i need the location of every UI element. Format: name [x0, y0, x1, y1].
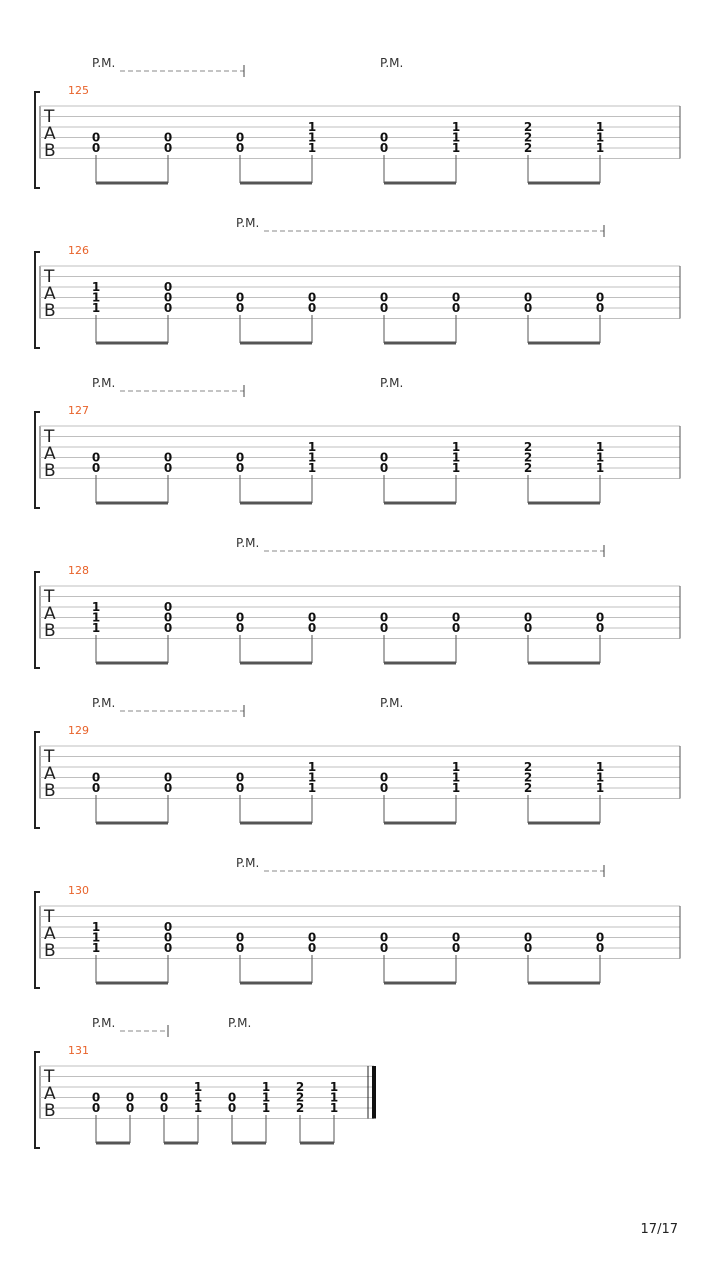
tab-clef-letter: B [44, 461, 56, 481]
fret-number: 0 [159, 1101, 169, 1115]
fret-number: 1 [261, 1090, 271, 1105]
fret-number: 1 [451, 770, 461, 785]
fret-number: 0 [523, 930, 533, 945]
fret-number: 0 [595, 621, 605, 635]
fret-number: 1 [307, 781, 317, 795]
fret-number: 0 [379, 941, 389, 955]
fret-number: 1 [91, 621, 101, 635]
palm-mute-label: P.M. [236, 856, 260, 870]
fret-number: 0 [125, 1090, 135, 1105]
fret-number: 0 [163, 301, 173, 315]
fret-number: 0 [307, 930, 317, 945]
fret-number: 1 [329, 1080, 339, 1094]
fret-number: 1 [451, 450, 461, 465]
fret-number: 0 [235, 290, 245, 305]
palm-mute-label: P.M. [92, 1016, 116, 1030]
fret-number: 2 [295, 1090, 305, 1105]
fret-number: 1 [91, 930, 101, 945]
tab-clef-letter: T [44, 267, 55, 287]
fret-number: 0 [159, 1090, 169, 1105]
fret-number: 1 [307, 120, 317, 134]
fret-number: 2 [523, 770, 533, 785]
bar-number: 129 [68, 724, 89, 737]
system-bracket [35, 732, 40, 828]
fret-number: 0 [235, 781, 245, 795]
fret-number: 1 [595, 770, 605, 785]
fret-number: 0 [451, 301, 461, 315]
fret-number: 0 [379, 621, 389, 635]
fret-number: 0 [163, 610, 173, 625]
fret-number: 0 [163, 781, 173, 795]
fret-number: 1 [451, 461, 461, 475]
fret-number: 1 [91, 941, 101, 955]
tab-clef-letter: T [44, 907, 55, 927]
bar-number: 128 [68, 564, 89, 577]
fret-number: 1 [595, 781, 605, 795]
fret-number: 0 [379, 450, 389, 465]
fret-number: 1 [451, 781, 461, 795]
fret-number: 0 [163, 621, 173, 635]
fret-number: 0 [451, 621, 461, 635]
fret-number: 1 [193, 1080, 203, 1094]
fret-number: 1 [329, 1101, 339, 1115]
fret-number: 0 [163, 461, 173, 475]
fret-number: 1 [451, 760, 461, 774]
palm-mute-label: P.M. [236, 216, 260, 230]
fret-number: 0 [595, 610, 605, 625]
fret-number: 1 [451, 130, 461, 145]
tab-clef-letter: A [44, 444, 56, 464]
fret-number: 0 [523, 301, 533, 315]
tab-clef-letter: A [44, 1084, 56, 1104]
fret-number: 2 [523, 440, 533, 454]
fret-number: 0 [595, 290, 605, 305]
fret-number: 0 [379, 130, 389, 145]
tab-clef-letter: T [44, 107, 55, 127]
fret-number: 1 [595, 450, 605, 465]
fret-number: 0 [163, 770, 173, 785]
palm-mute-label: P.M. [92, 696, 116, 710]
fret-number: 0 [125, 1101, 135, 1115]
page-number: 17/17 [640, 1222, 678, 1237]
tab-clef-letter: A [44, 924, 56, 944]
fret-number: 0 [235, 450, 245, 465]
system-bracket [35, 92, 40, 188]
fret-number: 0 [235, 770, 245, 785]
fret-number: 0 [163, 280, 173, 294]
fret-number: 0 [163, 941, 173, 955]
fret-number: 0 [379, 290, 389, 305]
fret-number: 0 [235, 621, 245, 635]
fret-number: 0 [163, 930, 173, 945]
fret-number: 0 [451, 941, 461, 955]
fret-number: 0 [235, 461, 245, 475]
fret-number: 1 [307, 461, 317, 475]
fret-number: 0 [595, 941, 605, 955]
fret-number: 1 [307, 450, 317, 465]
tab-clef-letter: T [44, 427, 55, 447]
tab-clef-letter: B [44, 301, 56, 321]
fret-number: 1 [91, 600, 101, 614]
fret-number: 0 [227, 1090, 237, 1105]
system-bracket [35, 252, 40, 348]
fret-number: 2 [523, 141, 533, 155]
tab-clef-letter: T [44, 587, 55, 607]
fret-number: 1 [451, 120, 461, 134]
fret-number: 1 [307, 760, 317, 774]
fret-number: 0 [91, 130, 101, 145]
fret-number: 0 [379, 770, 389, 785]
fret-number: 0 [163, 130, 173, 145]
bar-number: 125 [68, 84, 89, 97]
system-bracket [35, 412, 40, 508]
fret-number: 0 [307, 290, 317, 305]
bar-number: 130 [68, 884, 89, 897]
fret-number: 0 [235, 130, 245, 145]
fret-number: 0 [163, 290, 173, 305]
fret-number: 0 [595, 930, 605, 945]
fret-number: 2 [523, 781, 533, 795]
palm-mute-label: P.M. [380, 696, 404, 710]
system-bracket [35, 1052, 40, 1148]
fret-number: 0 [451, 610, 461, 625]
fret-number: 0 [91, 461, 101, 475]
palm-mute-label: P.M. [380, 56, 404, 70]
fret-number: 0 [235, 610, 245, 625]
fret-number: 1 [261, 1080, 271, 1094]
fret-number: 0 [163, 141, 173, 155]
fret-number: 1 [91, 610, 101, 625]
bar-number: 127 [68, 404, 89, 417]
fret-number: 1 [91, 280, 101, 294]
fret-number: 1 [193, 1101, 203, 1115]
bar-number: 126 [68, 244, 89, 257]
fret-number: 2 [295, 1101, 305, 1115]
palm-mute-label: P.M. [92, 56, 116, 70]
fret-number: 0 [307, 610, 317, 625]
tab-clef-letter: B [44, 1101, 56, 1121]
fret-number: 0 [91, 450, 101, 465]
tab-clef-letter: T [44, 747, 55, 767]
system-bracket [35, 892, 40, 988]
fret-number: 1 [307, 770, 317, 785]
fret-number: 1 [451, 440, 461, 454]
fret-number: 0 [235, 941, 245, 955]
tab-clef-letter: A [44, 124, 56, 144]
tab-clef-letter: B [44, 781, 56, 801]
fret-number: 1 [193, 1090, 203, 1105]
fret-number: 1 [91, 290, 101, 305]
tab-clef-letter: A [44, 764, 56, 784]
fret-number: 0 [379, 610, 389, 625]
fret-number: 0 [235, 301, 245, 315]
fret-number: 0 [523, 621, 533, 635]
fret-number: 0 [379, 930, 389, 945]
fret-number: 2 [523, 120, 533, 134]
palm-mute-label: P.M. [228, 1016, 252, 1030]
fret-number: 0 [235, 141, 245, 155]
fret-number: 0 [523, 941, 533, 955]
fret-number: 2 [523, 760, 533, 774]
tab-clef-letter: B [44, 941, 56, 961]
fret-number: 0 [379, 461, 389, 475]
fret-number: 1 [595, 141, 605, 155]
fret-number: 0 [307, 301, 317, 315]
fret-number: 1 [91, 301, 101, 315]
fret-number: 1 [261, 1101, 271, 1115]
fret-number: 0 [91, 1101, 101, 1115]
fret-number: 0 [451, 930, 461, 945]
palm-mute-label: P.M. [236, 536, 260, 550]
fret-number: 2 [523, 461, 533, 475]
fret-number: 2 [523, 450, 533, 465]
tab-clef-letter: T [44, 1067, 55, 1087]
fret-number: 0 [379, 781, 389, 795]
fret-number: 1 [595, 461, 605, 475]
fret-number: 0 [91, 770, 101, 785]
tab-clef-letter: A [44, 284, 56, 304]
fret-number: 0 [379, 141, 389, 155]
fret-number: 0 [307, 941, 317, 955]
fret-number: 1 [307, 141, 317, 155]
fret-number: 0 [91, 781, 101, 795]
fret-number: 1 [595, 130, 605, 145]
fret-number: 0 [91, 1090, 101, 1105]
tab-clef-letter: B [44, 621, 56, 641]
fret-number: 1 [307, 130, 317, 145]
system-bracket [35, 572, 40, 668]
fret-number: 1 [307, 440, 317, 454]
fret-number: 0 [379, 301, 389, 315]
fret-number: 1 [595, 760, 605, 774]
fret-number: 2 [295, 1080, 305, 1094]
palm-mute-label: P.M. [380, 376, 404, 390]
tab-clef-letter: A [44, 604, 56, 624]
fret-number: 0 [595, 301, 605, 315]
fret-number: 0 [163, 450, 173, 465]
fret-number: 0 [163, 920, 173, 934]
fret-number: 0 [523, 290, 533, 305]
fret-number: 0 [235, 930, 245, 945]
fret-number: 0 [307, 621, 317, 635]
fret-number: 0 [523, 610, 533, 625]
fret-number: 0 [91, 141, 101, 155]
palm-mute-label: P.M. [92, 376, 116, 390]
fret-number: 1 [91, 920, 101, 934]
bar-number: 131 [68, 1044, 89, 1057]
fret-number: 0 [227, 1101, 237, 1115]
fret-number: 1 [595, 120, 605, 134]
fret-number: 0 [163, 600, 173, 614]
fret-number: 1 [595, 440, 605, 454]
fret-number: 1 [451, 141, 461, 155]
tab-clef-letter: B [44, 141, 56, 161]
fret-number: 2 [523, 130, 533, 145]
fret-number: 1 [329, 1090, 339, 1105]
fret-number: 0 [451, 290, 461, 305]
